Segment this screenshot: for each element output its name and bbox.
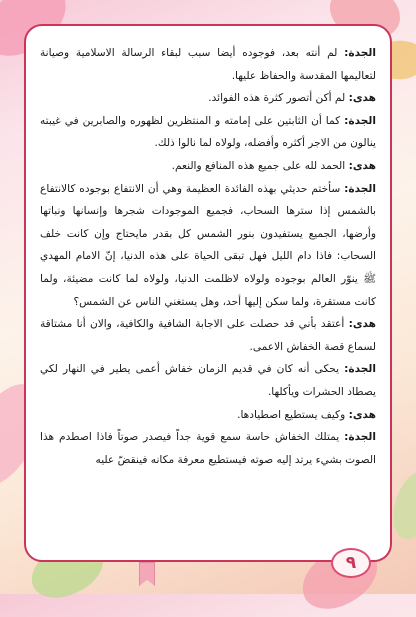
dialogue-paragraph [40, 313, 376, 358]
dialogue-text [40, 42, 376, 471]
dialogue-paragraph [40, 178, 376, 314]
dialogue-paragraph [40, 358, 376, 403]
dialogue-line: يحكى أنه كان في قديم الزمان خفاش أعمى يطير في النهار لكي يصطاد الحشرات ويأكلها. [40, 363, 376, 398]
dialogue-line: لم أنته بعد، فوجوده أيضا سبب لبقاء الرسالة الاسلامية وصيانة لتعاليمها المقدسة والحفاظ عليها. [40, 47, 376, 82]
speaker-label: الجدة: [344, 114, 376, 127]
dialogue-paragraph [40, 404, 376, 427]
dialogue-paragraph [40, 426, 376, 471]
page-number-badge: ٩ [331, 548, 371, 578]
dialogue-paragraph [40, 42, 376, 87]
speaker-label: هدى: [348, 408, 376, 421]
speaker-label: الجدة: [344, 363, 376, 376]
dialogue-line: سأختم حديثي بهذه الفائدة العظيمة وهي أن الانتفاع بوجوده كالانتفاع بالشمس إذا سترها السحاب، فجميع الموجودات شجرها وإنسانها ونباتها وأرضها، الجميع يستفيدون بنور الشمس كل بقدر مايحتاج وإن كانت خلف السحاب: فاذا دام الليل فهل تبقى الحياة على هذه الدنيا، إنّ الامام المهدي ﷺ ينوّر العالم بوجوده ولولاه لاظلمت الدنيا، ولولاه لما كانت مضيئة، ولما كانت مستقرة، ولما سكن إليها أحد، وهل يستغني الناس عن الشمس؟ [40, 182, 376, 308]
dialogue-line: وكيف يستطيع اصطيادها. [237, 408, 349, 421]
speaker-label: هدى: [348, 92, 376, 105]
dialogue-paragraph [40, 87, 376, 110]
dialogue-line: لم أكن أتصور كثرة هذه الفوائد. [208, 92, 349, 105]
speaker-label: هدى: [348, 159, 376, 172]
dialogue-line: يمتلك الخفاش حاسة سمع قوية جداً فيصدر صوتاً فاذا اصطدم هذا الصوت بشيء يرتد إليه صوته فيستطيع معرفة مكانه فينقضّ عليه [40, 431, 376, 466]
dialogue-paragraph [40, 110, 376, 155]
speaker-label: الجدة: [344, 431, 376, 444]
speaker-label: الجدة: [344, 182, 376, 195]
text-card [24, 24, 392, 562]
speaker-label: هدى: [348, 318, 376, 331]
dialogue-line: الحمد لله على جميع هذه المنافع والنعم. [171, 159, 349, 172]
bookmark-ribbon [139, 562, 155, 586]
dialogue-line: كما أن الثابتين على إمامته و المنتظرين لظهوره والصابرين في غيبته ينالون من الاجر أكثره وأفضله، ولولاه لما نالوا ذلك. [40, 114, 376, 150]
decor-petal [389, 467, 416, 543]
speaker-label: الجدة: [344, 47, 376, 59]
dialogue-line: أعتقد بأني قد حصلت على الاجابة الشافية والكافية، والان أنا مشتاقة لسماع قصة الخفاش الاعمى. [40, 318, 376, 353]
dialogue-paragraph [40, 155, 376, 178]
